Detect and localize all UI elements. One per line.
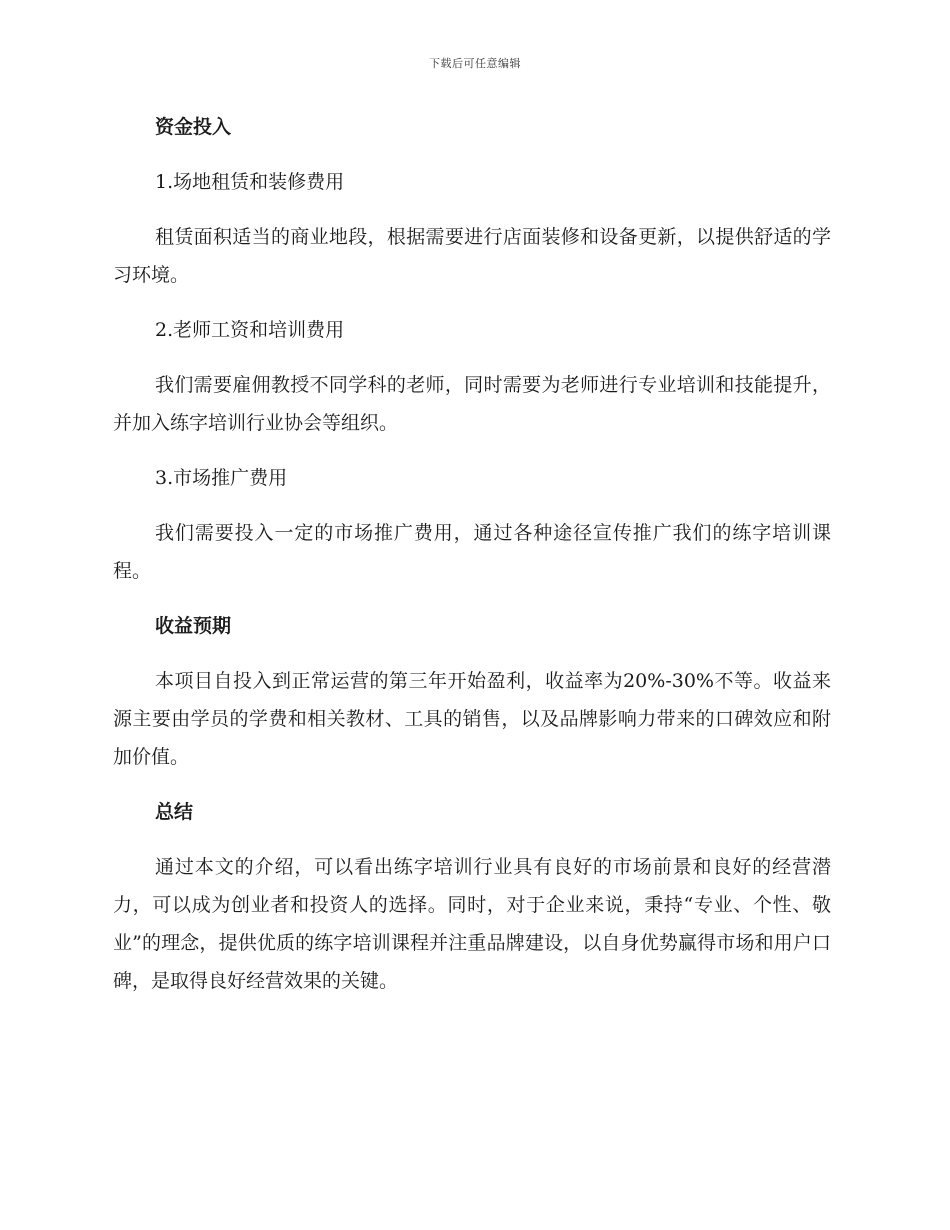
section-heading-funding: 资金投入 xyxy=(155,116,232,138)
paragraph-venue-cost: 租赁面积适当的商业地段，根据需要进行店面装修和设备更新，以提供舒适的学习环境。 xyxy=(113,226,831,286)
paragraph-revenue: 本项目自投入到正常运营的第三年开始盈利，收益率为20%-30%不等。收益来源主要由学员的学费和相关教材、工具的销售，以及品牌影响力带来的口碑效应和附加价值。 xyxy=(113,670,831,768)
subheading-marketing-cost: 3.市场推广费用 xyxy=(155,467,288,489)
subheading-teacher-cost: 2.老师工资和培训费用 xyxy=(155,319,345,341)
document-body xyxy=(113,108,831,1017)
paragraph-summary: 通过本文的介绍，可以看出练字培训行业具有良好的市场前景和良好的经营潜力，可以成为创业者和投资人的选择。同时，对于企业来说，秉持“专业、个性、敬业”的理念，提供优质的练字培训课程并注重品牌建设，以自身优势赢得市场和用户口碑，是取得良好经营效果的关键。 xyxy=(113,856,831,992)
subheading-venue-cost: 1.场地租赁和装修费用 xyxy=(155,171,345,193)
section-heading-summary: 总结 xyxy=(155,801,194,823)
section-heading-revenue: 收益预期 xyxy=(155,615,232,637)
paragraph-teacher-cost: 我们需要雇佣教授不同学科的老师，同时需要为老师进行专业培训和技能提升，并加入练字培训行业协会等组织。 xyxy=(113,374,831,434)
header-note: 下载后可任意编辑 xyxy=(429,57,521,70)
paragraph-marketing-cost: 我们需要投入一定的市场推广费用，通过各种途径宣传推广我们的练字培训课程。 xyxy=(113,522,831,582)
